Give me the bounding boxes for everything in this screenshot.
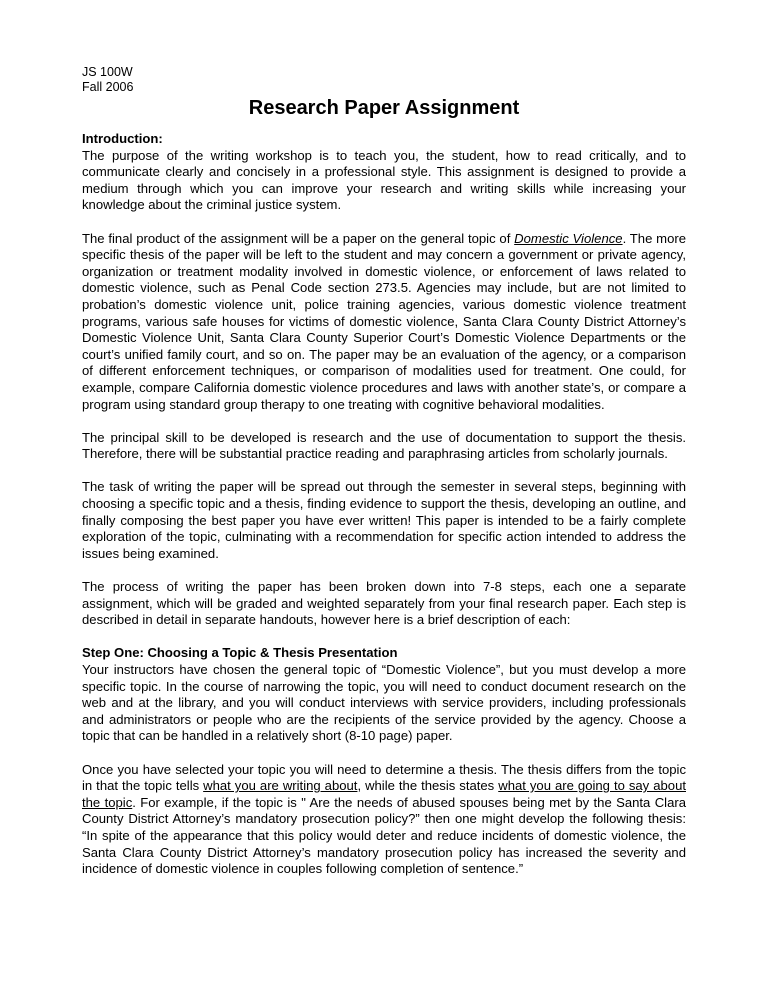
paragraph: Your instructors have chosen the general topic of “Domestic Violence”, but you must develop a more specific topic. In the course of narrowing the topic, you will need to conduct document research on the web and at the library, and you will conduct interviews with service providers, including professionals and administrators or people who are the recipients of the service provided by the agency. Choose a topic that can be handled in a relatively short (8-10 page) paper. [82,662,686,744]
underlined-phrase: what you are going to say about the topic [82,778,686,810]
course-term: Fall 2006 [82,80,134,94]
text-run: , while the thesis states [357,778,499,794]
paragraph: The principal skill to be developed is research and the use of documentation to support the thesis. Therefore, there will be substantial practice reading and paraphrasing articles from scholarly journals. [82,429,686,462]
paragraph [82,231,686,414]
text-run: . For example, if the topic is " Are the needs of abused spouses being met by the Santa Clara County District Attorney’s mandatory prosecution policy?” then one might develop the following thesis: “In spite of the appearance that this policy would deter and reduce incidents of domestic violence, the Santa Clara County District Attorney’s mandatory prosecution policy has increased the severity and incidence of domestic violence in couples following completion of sentence.” [82,794,686,877]
text-run: . The more specific thesis of the paper will be left to the student and may concern a government or private agency, organization or treatment modality involved in domestic violence, or enforcement of laws related to domestic violence, such as Penal Code section 273.5. Agencies may include, but are not limited to probation’s domestic violence unit, police training agencies, various domestic violence treatment programs, various safe houses for victims of domestic violence, Santa Clara County District Attorney’s Domestic Violence Unit, Santa Clara County Superior Court’s Domestic Violence Departments or the court’s unified family court, and so on. The paper may be an evaluation of the agency, or a comparison of different enforcement techniques, or comparison of modalities used for treatment. One could, for example, compare California domestic violence procedures and laws with another state’s, or compare a program using standard group therapy to one treating with cognitive behavioral modalities. [82,230,686,412]
page-title: Research Paper Assignment [248,97,520,119]
text-run: Once you have selected your topic you will need to determine a thesis. The thesis differs from the topic in that the topic tells [82,761,686,794]
text-run: The final product of the assignment will be a paper on the general topic of [82,230,515,246]
document-body [82,131,686,894]
course-code: JS 100W [82,65,133,79]
underlined-phrase: what you are writing about [203,778,358,794]
paragraph: The process of writing the paper has been broken down into 7-8 steps, each one a separate assignment, which will be graded and weighted separately from your final research paper. Each step is described in detail in separate handouts, however here is a brief description of each: [82,579,686,628]
course-info [82,65,133,95]
topic-emphasis: Domestic Violence [514,230,623,246]
paragraph: The task of writing the paper will be spread out through the semester in several steps, beginning with choosing a specific topic and a thesis, finding evidence to support the thesis, developing an outline, and finally composing the best paper you have ever written! This paper is intended to be a fairly complete exploration of the topic, culminating with a recommendation for specific action intended to address the issues being examined. [82,479,686,561]
section-heading-step-one: Step One: Choosing a Topic & Thesis Presentation [82,645,398,661]
paragraph [82,762,686,878]
section-heading-introduction: Introduction: [82,131,163,146]
paragraph: The purpose of the writing workshop is to teach you, the student, how to read critically, and to communicate clearly and concisely in a professional style. This assignment is designed to provide a medium through which you can improve your research and writing skills while increasing your knowledge about the criminal justice system. [82,147,686,213]
